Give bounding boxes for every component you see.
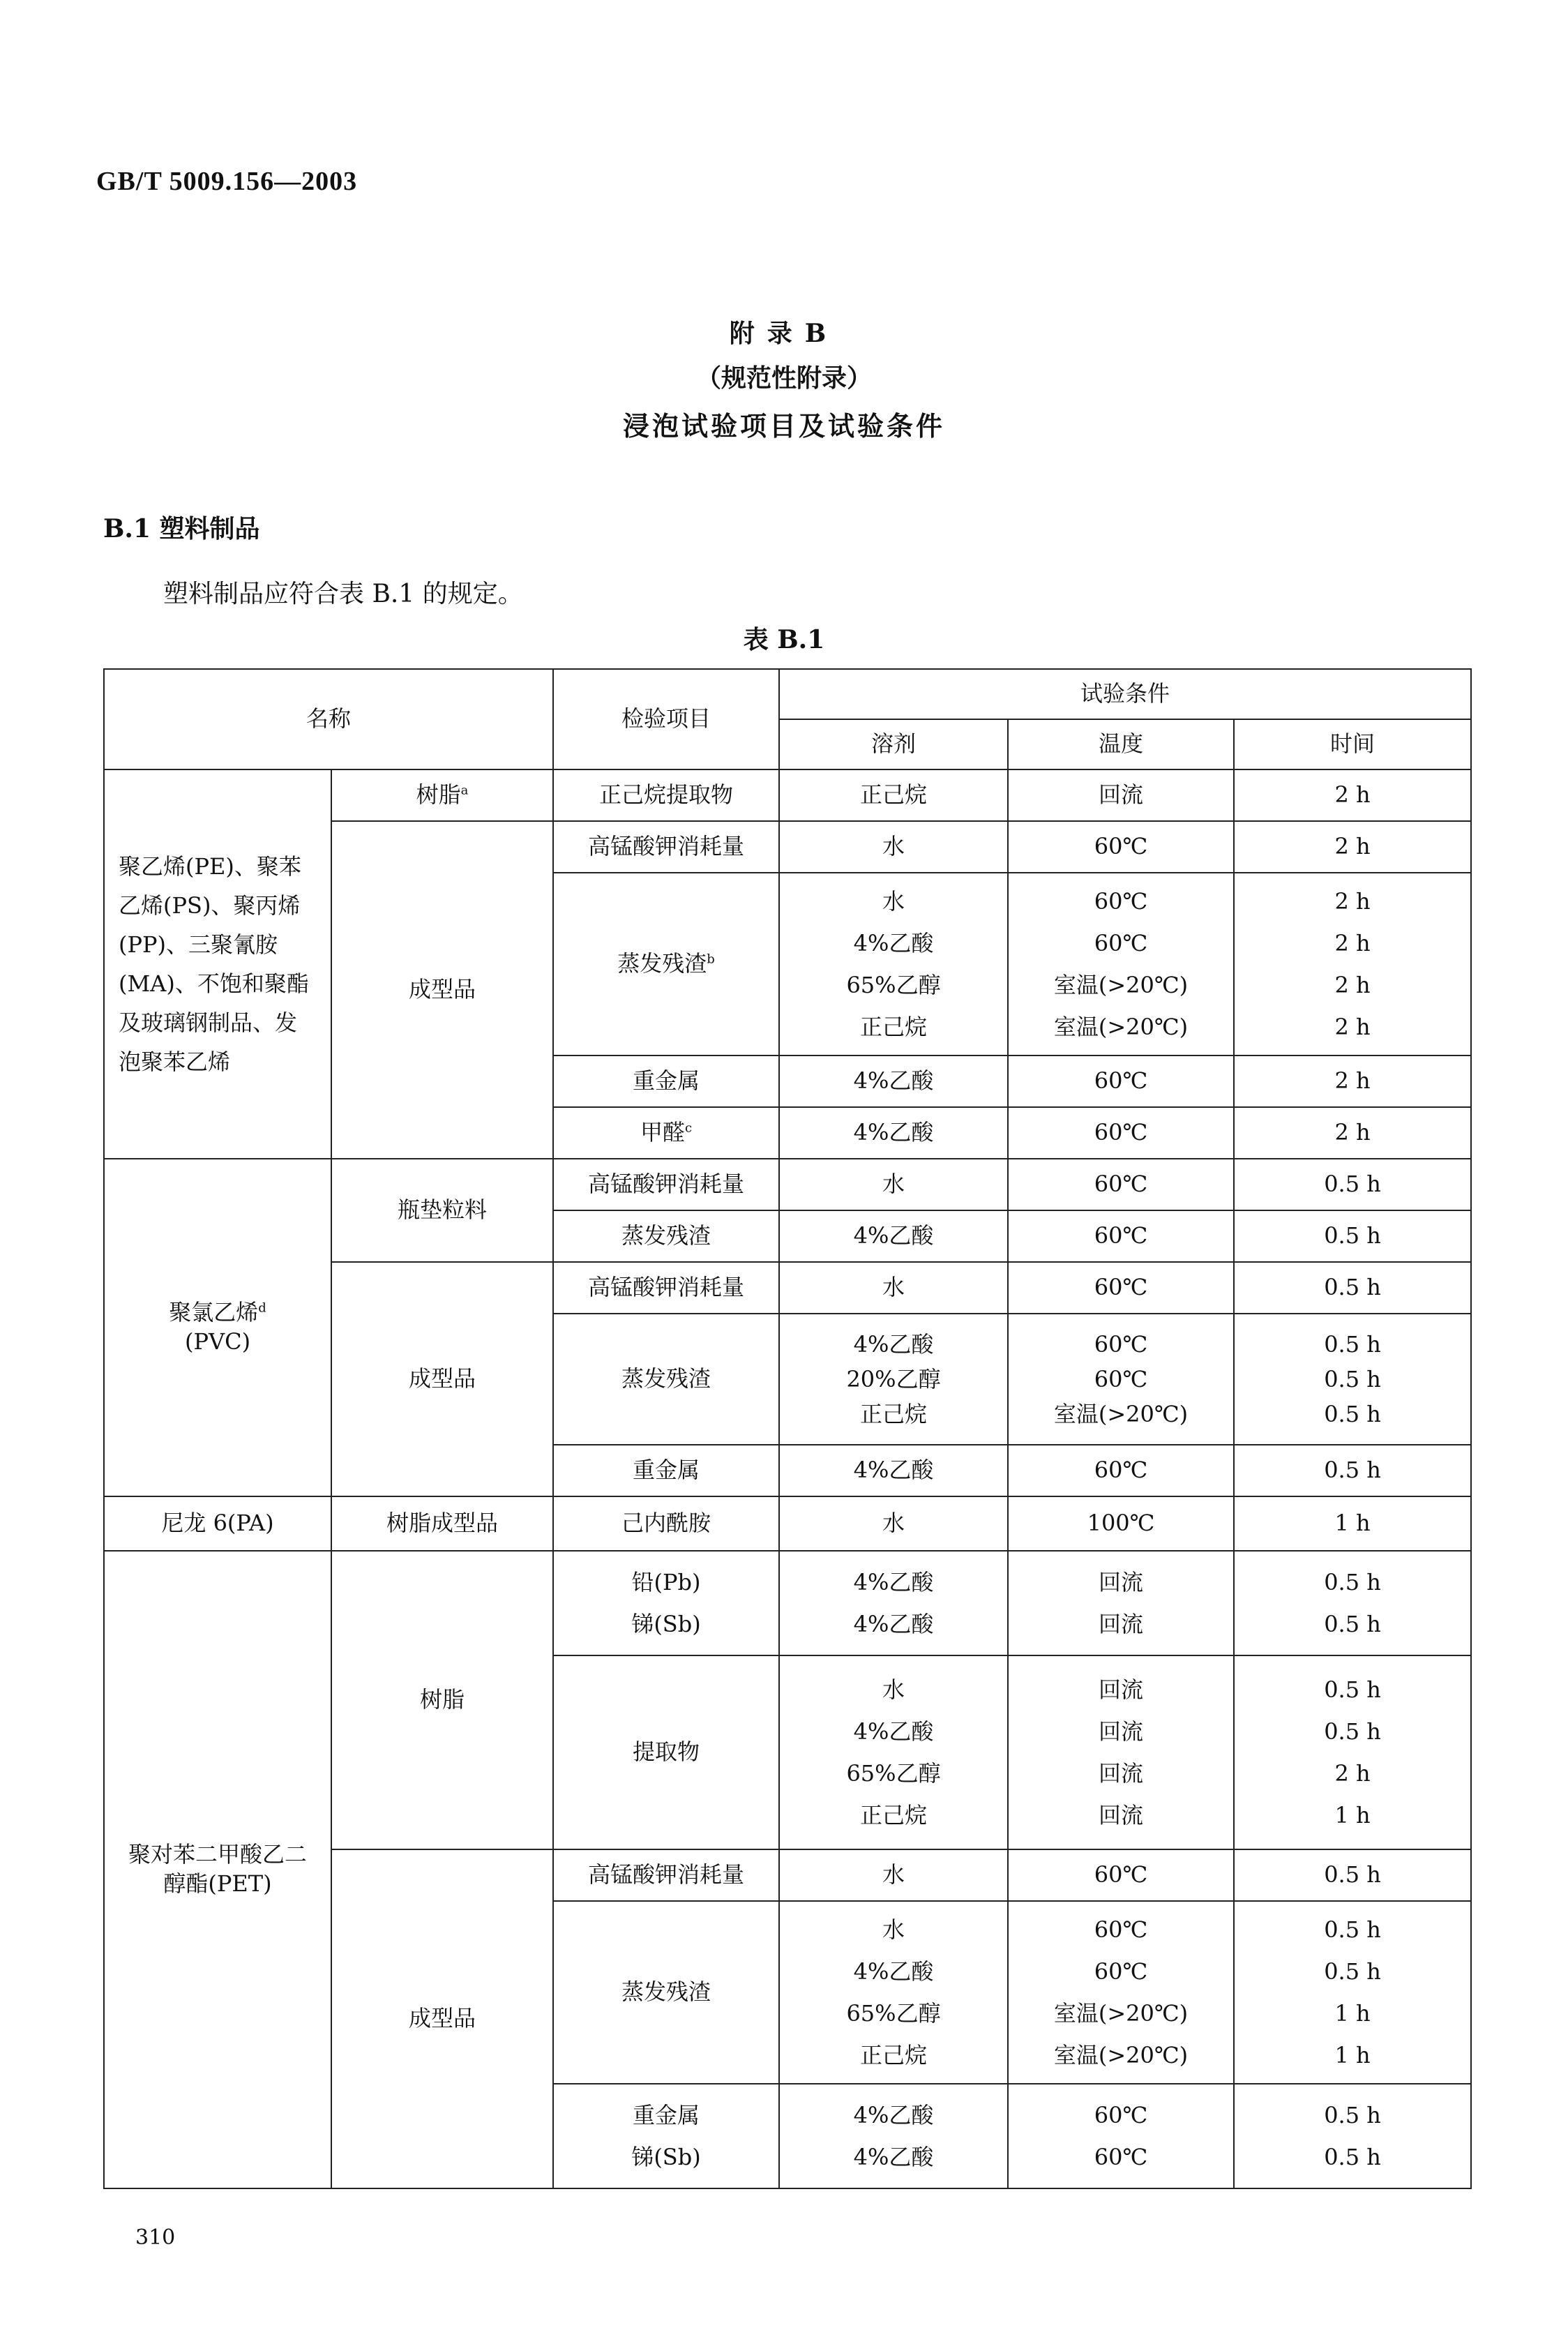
material-name: 尼龙 6(PA) — [104, 1496, 331, 1551]
appendix-label: 附录B — [729, 319, 839, 348]
table-row — [104, 1496, 1471, 1551]
test-item: 高锰酸钾消耗量 — [553, 1849, 779, 1901]
material-name: 聚乙烯(PE)、聚苯乙烯(PS)、聚丙烯(PP)、三聚氰胺(MA)、不饱和聚酯及玻璃钢制品、发泡聚苯乙烯 — [104, 769, 331, 1159]
table-header-row — [104, 669, 1471, 719]
test-item: 高锰酸钾消耗量 — [553, 821, 779, 873]
time-cell: 2 h — [1234, 1055, 1471, 1107]
appendix-title: 浸泡试验项目及试验条件 — [622, 410, 945, 442]
material-subtype: 成型品 — [331, 821, 553, 1159]
table-row — [104, 1159, 1471, 1210]
time-cell: 2 h — [1234, 821, 1471, 873]
material-subtype: 树脂 — [331, 1551, 553, 1849]
time-cell: 0.5 h 0.5 h 0.5 h — [1234, 1314, 1471, 1445]
material-subtype: 成型品 — [331, 1262, 553, 1496]
time-cell: 2 h — [1234, 769, 1471, 821]
test-conditions-table — [103, 668, 1472, 2189]
temperature-cell: 60℃ — [1008, 1055, 1234, 1107]
temperature-cell: 60℃ — [1008, 1445, 1234, 1496]
material-subtype: 瓶垫粒料 — [331, 1159, 553, 1262]
appendix-type: （规范性附录） — [695, 363, 872, 393]
test-item: 高锰酸钾消耗量 — [553, 1159, 779, 1210]
test-item: 正己烷提取物 — [553, 769, 779, 821]
solvent-cell: 水 — [779, 1159, 1008, 1210]
solvent-cell: 水 — [779, 1496, 1008, 1551]
solvent-cell: 4%乙酸 20%乙醇 正己烷 — [779, 1314, 1008, 1445]
material-subtype: 树脂成型品 — [331, 1496, 553, 1551]
time-cell: 0.5 h — [1234, 1210, 1471, 1262]
solvent-cell: 水 4%乙酸 65%乙醇 正己烷 — [779, 1901, 1008, 2084]
test-item: 铅(Pb) 锑(Sb) — [553, 1551, 779, 1655]
solvent-cell: 4%乙酸 — [779, 1210, 1008, 1262]
time-cell: 0.5 h — [1234, 1445, 1471, 1496]
section-heading: B.1 塑料制品 — [103, 514, 260, 543]
temperature-cell: 60℃ — [1008, 821, 1234, 873]
standard-number: GB/T 5009.156—2003 — [96, 167, 358, 196]
temperature-cell: 60℃ — [1008, 1262, 1234, 1314]
solvent-cell: 4%乙酸 — [779, 1055, 1008, 1107]
header-item: 检验项目 — [553, 669, 779, 769]
temperature-cell: 回流 — [1008, 769, 1234, 821]
header-name: 名称 — [104, 669, 553, 769]
header-temperature: 温度 — [1008, 719, 1234, 769]
solvent-cell: 水 4%乙酸 65%乙醇 正己烷 — [779, 1655, 1008, 1849]
time-cell: 0.5 h — [1234, 1262, 1471, 1314]
material-name: 聚氯乙烯$^d$ (PVC) — [104, 1159, 331, 1496]
page-number: 310 — [135, 2225, 176, 2250]
temperature-cell: 60℃ — [1008, 1210, 1234, 1262]
test-item: 提取物 — [553, 1655, 779, 1849]
temperature-cell: 回流 回流 — [1008, 1551, 1234, 1655]
temperature-cell: 60℃ 60℃ 室温(>20℃) — [1008, 1314, 1234, 1445]
test-item: 高锰酸钾消耗量 — [553, 1262, 779, 1314]
time-cell: 0.5 h — [1234, 1159, 1471, 1210]
solvent-cell: 水 4%乙酸 65%乙醇 正己烷 — [779, 873, 1008, 1055]
temperature-cell: 60℃ — [1008, 1849, 1234, 1901]
time-cell: 0.5 h — [1234, 1849, 1471, 1901]
temperature-cell: 60℃ — [1008, 1159, 1234, 1210]
test-item: 己内酰胺 — [553, 1496, 779, 1551]
section-paragraph: 塑料制品应符合表 B.1 的规定。 — [163, 580, 523, 608]
time-cell: 0.5 h 0.5 h — [1234, 2084, 1471, 2188]
solvent-cell: 水 — [779, 1849, 1008, 1901]
header-conditions: 试验条件 — [779, 669, 1471, 719]
time-cell: 0.5 h 0.5 h 2 h 1 h — [1234, 1655, 1471, 1849]
solvent-cell: 水 — [779, 1262, 1008, 1314]
header-time: 时间 — [1234, 719, 1471, 769]
table-row — [104, 769, 1471, 821]
test-item: 蒸发残渣 — [553, 1210, 779, 1262]
temperature-cell: 60℃ 60℃ 室温(>20℃) 室温(>20℃) — [1008, 873, 1234, 1055]
temperature-cell: 60℃ 60℃ — [1008, 2084, 1234, 2188]
material-subtype: 成型品 — [331, 1849, 553, 2188]
time-cell: 2 h — [1234, 1107, 1471, 1159]
solvent-cell: 4%乙酸 4%乙酸 — [779, 1551, 1008, 1655]
test-item: 蒸发残渣 — [553, 1901, 779, 2084]
solvent-cell: 4%乙酸 — [779, 1107, 1008, 1159]
temperature-cell: 60℃ 60℃ 室温(>20℃) 室温(>20℃) — [1008, 1901, 1234, 2084]
header-solvent: 溶剂 — [779, 719, 1008, 769]
test-item: 重金属 锑(Sb) — [553, 2084, 779, 2188]
time-cell: 1 h — [1234, 1496, 1471, 1551]
table-row — [104, 1551, 1471, 1655]
solvent-cell: 正己烷 — [779, 769, 1008, 821]
material-subtype: 树脂$^a$ — [331, 769, 553, 821]
test-item: 蒸发残渣$^b$ — [553, 873, 779, 1055]
temperature-cell: 60℃ — [1008, 1107, 1234, 1159]
time-cell: 0.5 h 0.5 h 1 h 1 h — [1234, 1901, 1471, 2084]
solvent-cell: 水 — [779, 821, 1008, 873]
test-item: 蒸发残渣 — [553, 1314, 779, 1445]
temperature-cell: 回流 回流 回流 回流 — [1008, 1655, 1234, 1849]
table-caption: 表 B.1 — [743, 625, 825, 654]
solvent-cell: 4%乙酸 4%乙酸 — [779, 2084, 1008, 2188]
temperature-cell: 100℃ — [1008, 1496, 1234, 1551]
test-item: 重金属 — [553, 1445, 779, 1496]
material-name: 聚对苯二甲酸乙二醇酯(PET) — [104, 1551, 331, 2188]
time-cell: 2 h 2 h 2 h 2 h — [1234, 873, 1471, 1055]
time-cell: 0.5 h 0.5 h — [1234, 1551, 1471, 1655]
solvent-cell: 4%乙酸 — [779, 1445, 1008, 1496]
test-item: 甲醛$^c$ — [553, 1107, 779, 1159]
test-item: 重金属 — [553, 1055, 779, 1107]
